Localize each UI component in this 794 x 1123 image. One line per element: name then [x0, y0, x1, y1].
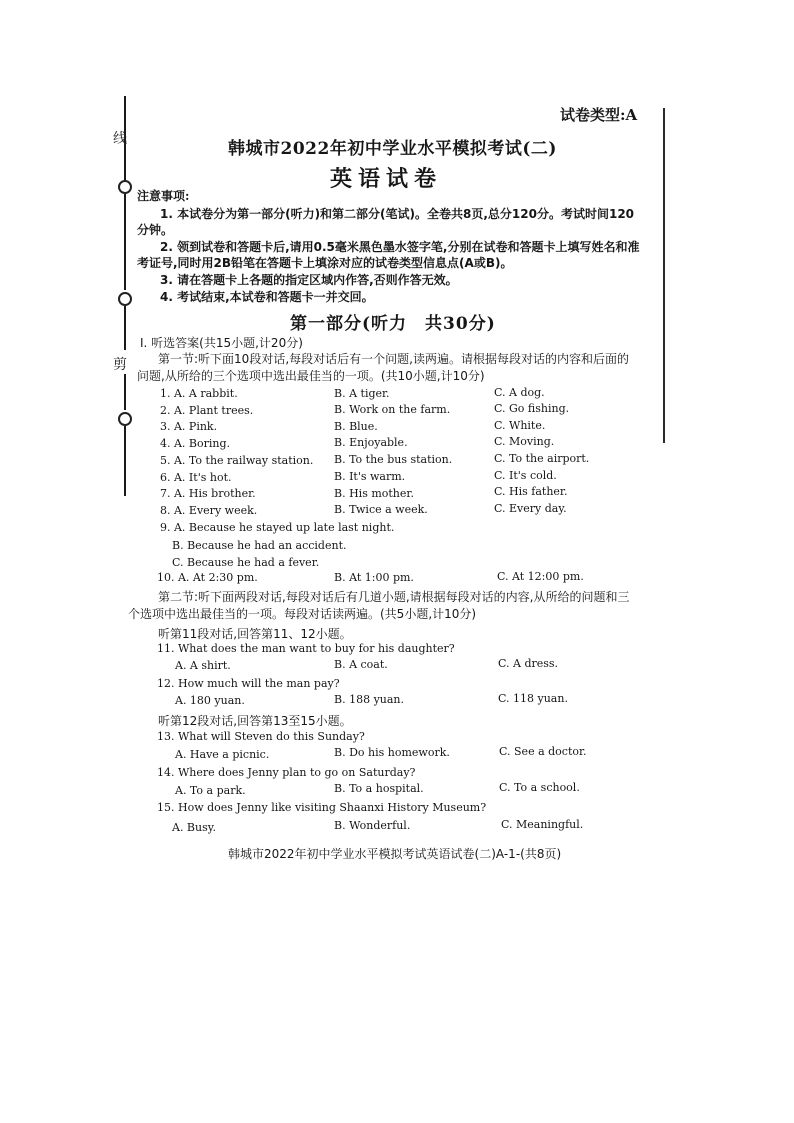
q11-option-c: C. A dress. — [498, 657, 559, 670]
note-line: 2. 领到试卷和答题卡后,请用0.5毫米黑色墨水签字笔,分别在试卷和答题卡上填写姓名和准 — [160, 240, 640, 254]
q5-option-c: C. To the airport. — [494, 452, 590, 465]
section1-part1-desc: 问题,从所给的三个选项中选出最佳当的一项。(共10小题,计10分) — [137, 369, 485, 383]
q7-option-a: 7. A. His brother. — [160, 487, 256, 500]
section1-title: I. 听选答案(共15小题,计20分) — [140, 336, 303, 350]
q14-stem: 14. Where does Jenny plan to go on Saturday? — [157, 766, 416, 779]
binding-hole-icon — [118, 412, 132, 426]
q2-option-b: B. Work on the farm. — [334, 403, 451, 416]
q7-option-c: C. His father. — [494, 485, 568, 498]
binding-line-bottom — [124, 426, 126, 496]
q12-option-c: C. 118 yuan. — [498, 692, 568, 705]
note-line: 1. 本试卷分为第一部分(听力)和第二部分(笔试)。全卷共8页,总分120分。考试时间120 — [160, 207, 635, 221]
q6-option-c: C. It's cold. — [494, 469, 557, 482]
section1-part1-desc: 第一节:听下面10段对话,每段对话后有一个问题,读两遍。请根据每段对话的内容和后面的 — [158, 352, 629, 366]
dialog-12-instruction: 听第12段对话,回答第13至15小题。 — [158, 714, 352, 728]
part1-title: 第一部分(听力 共30分) — [290, 314, 496, 334]
q3-option-b: B. Blue. — [334, 420, 378, 433]
q12-stem: 12. How much will the man pay? — [157, 677, 340, 690]
q12-option-b: B. 188 yuan. — [334, 693, 405, 706]
q5-option-a: 5. A. To the railway station. — [160, 454, 314, 467]
binding-line-mid2 — [124, 306, 126, 350]
section1-part2-desc: 第二节:听下面两段对话,每段对话后有几道小题,请根据每段对话的内容,从所给的问题和三 — [158, 590, 630, 604]
q1-option-b: B. A tiger. — [334, 387, 390, 400]
exam-type-label: 试卷类型:A — [560, 106, 638, 124]
exam-subtitle: 英语试卷 — [330, 166, 443, 192]
q15-option-b: B. Wonderful. — [334, 819, 411, 832]
right-border-line — [663, 108, 665, 443]
note-line: 分钟。 — [137, 223, 174, 237]
binding-hole-icon — [118, 292, 132, 306]
q14-option-c: C. To a school. — [499, 781, 580, 794]
q11-option-b: B. A coat. — [334, 658, 388, 671]
note-line: 4. 考试结束,本试卷和答题卡一并交回。 — [160, 290, 374, 304]
q5-option-b: B. To the bus station. — [334, 453, 453, 466]
q8-option-c: C. Every day. — [494, 502, 567, 515]
q14-option-b: B. To a hospital. — [334, 782, 424, 795]
q1-option-a: 1. A. A rabbit. — [160, 387, 238, 400]
margin-mark-xian: 线 — [113, 131, 127, 147]
q10-option-b: B. At 1:00 pm. — [334, 571, 414, 584]
section1-part2-desc: 个选项中选出最佳当的一项。每段对话读两遍。(共5小题,计10分) — [128, 607, 477, 621]
q8-option-b: B. Twice a week. — [334, 503, 428, 516]
q12-option-a: A. 180 yuan. — [175, 694, 245, 707]
q7-option-b: B. His mother. — [334, 487, 414, 500]
q3-option-a: 3. A. Pink. — [160, 420, 218, 433]
q13-stem: 13. What will Steven do this Sunday? — [157, 730, 365, 743]
exam-title: 韩城市2022年初中学业水平模拟考试(二) — [228, 139, 557, 159]
q9-option-b: B. Because he had an accident. — [172, 539, 347, 552]
q13-option-b: B. Do his homework. — [334, 746, 450, 759]
q10-option-c: C. At 12:00 pm. — [497, 570, 584, 583]
q2-option-a: 2. A. Plant trees. — [160, 404, 254, 417]
q11-option-a: A. A shirt. — [175, 659, 231, 672]
note-line: 考证号,同时用2B铅笔在答题卡上填涂对应的试卷类型信息点(A或B)。 — [137, 256, 513, 270]
page-footer: 韩城市2022年初中学业水平模拟考试英语试卷(二)A-1-(共8页) — [228, 847, 562, 861]
dialog-11-instruction: 听第11段对话,回答第11、12小题。 — [158, 627, 352, 641]
binding-line-mid3 — [124, 374, 126, 410]
q13-option-a: A. Have a picnic. — [175, 748, 270, 761]
q4-option-c: C. Moving. — [494, 435, 555, 448]
q15-option-a: A. Busy. — [172, 821, 216, 834]
q9-option-a: 9. A. Because he stayed up late last night. — [160, 521, 395, 534]
notes-heading: 注意事项: — [137, 189, 190, 203]
q6-option-b: B. It's warm. — [334, 470, 406, 483]
q4-option-b: B. Enjoyable. — [334, 436, 408, 449]
q9-option-c: C. Because he had a fever. — [172, 556, 320, 569]
q15-stem: 15. How does Jenny like visiting Shaanxi History Museum? — [157, 801, 487, 814]
margin-mark-jian: 剪 — [113, 357, 127, 373]
q1-option-c: C. A dog. — [494, 386, 545, 399]
q2-option-c: C. Go fishing. — [494, 402, 570, 415]
q11-stem: 11. What does the man want to buy for his daughter? — [157, 642, 455, 655]
q13-option-c: C. See a doctor. — [499, 745, 587, 758]
q4-option-a: 4. A. Boring. — [160, 437, 231, 450]
q3-option-c: C. White. — [494, 419, 546, 432]
q8-option-a: 8. A. Every week. — [160, 504, 258, 517]
binding-hole-icon — [118, 180, 132, 194]
q10-option-a: 10. A. At 2:30 pm. — [157, 571, 258, 584]
q14-option-a: A. To a park. — [175, 784, 246, 797]
q6-option-a: 6. A. It's hot. — [160, 471, 232, 484]
note-line: 3. 请在答题卡上各题的指定区域内作答,否则作答无效。 — [160, 273, 458, 287]
q15-option-c: C. Meaningful. — [501, 818, 584, 831]
binding-line-mid1 — [124, 194, 126, 290]
